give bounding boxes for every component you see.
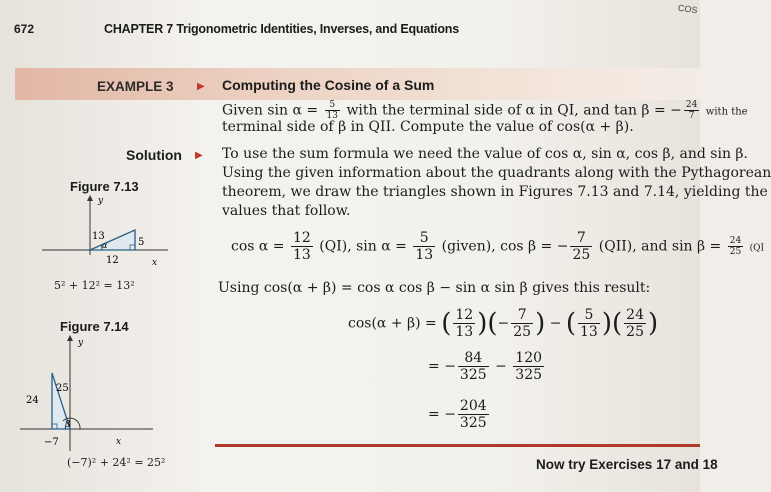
triangle-arrow-icon: ▶ [195, 150, 203, 161]
solution-line-1: To use the sum formula we need the value of cos α, sin α, cos β, and sin β. [222, 146, 748, 162]
x-axis-label: x [152, 258, 158, 268]
opp-label: 24 [26, 395, 39, 406]
y-axis-label: y [78, 338, 84, 348]
corner-text: COS [677, 2, 699, 16]
calc-step-1: cos(α + β) = ( $\frac{12}{13}$ )(− $\frac{7}{25}$ ) − ( $\frac{5}{13}$ )( $\frac{24}{25}$ ) [348, 307, 659, 340]
given-line-2: terminal side of β in QII. Compute the value of cos(α + β). [222, 119, 634, 135]
solution-line-2: Using the given information about the quadrants along with the Pythagorean [222, 165, 771, 181]
hyp-label: 25 [56, 383, 69, 394]
figure-7-13-caption: 5² + 12² = 13² [54, 279, 135, 292]
opp-label: 5 [138, 237, 145, 248]
sum-formula-line: Using cos(α + β) = cos α cos β − sin α sin β gives this result: [218, 280, 651, 296]
example-title: Computing the Cosine of a Sum [222, 77, 435, 93]
now-try-exercises: Now try Exercises 17 and 18 [536, 457, 718, 472]
hyp-label: 13 [92, 231, 105, 242]
section-divider [215, 444, 700, 447]
y-axis-arrow [67, 335, 73, 341]
given-line-1: Given sin α = $\frac{5}{13}$ with the terminal side of α in QI, and tan β = − $\frac{24}{7}$ with the [222, 100, 748, 121]
calc-step-2: = − $\frac{84}{325}$ − $\frac{120}{325}$ [428, 350, 543, 383]
chapter-heading: CHAPTER 7 Trigonometric Identities, Inverses, and Equations [104, 22, 459, 36]
adj-label: −7 [44, 437, 59, 448]
example-label: EXAMPLE 3 [97, 79, 174, 94]
solution-label: Solution [126, 147, 182, 163]
y-axis-arrow [87, 195, 93, 201]
solution-line-4: values that follow. [222, 203, 351, 219]
adj-label: 12 [106, 255, 119, 266]
figure-7-13-diagram [40, 193, 175, 283]
y-axis-label: y [98, 196, 104, 206]
page-number: 672 [14, 22, 35, 36]
calc-step-3: = − $\frac{204}{325}$ [428, 398, 487, 431]
trig-values-line: cos α = $\frac{12}{13}$ (QI), sin α = $\frac{5}{13}$ (given), cos β = − $\frac{7}{25}$ (QII), and sin β = $\frac{24}{25}$ (QI [231, 230, 765, 263]
figure-7-14-label: Figure 7.14 [60, 319, 129, 334]
figure-7-13-label: Figure 7.13 [70, 179, 139, 194]
angle-label: β [65, 420, 71, 430]
triangle-arrow-icon: ▶ [197, 81, 205, 92]
angle-label: α [102, 241, 108, 250]
solution-line-3: theorem, we draw the triangles shown in Figures 7.13 and 7.14, yielding the [222, 184, 768, 200]
x-axis-label: x [116, 437, 122, 447]
figure-7-14-diagram [18, 333, 158, 458]
figure-7-14-caption: (−7)² + 24² = 25² [67, 456, 166, 469]
